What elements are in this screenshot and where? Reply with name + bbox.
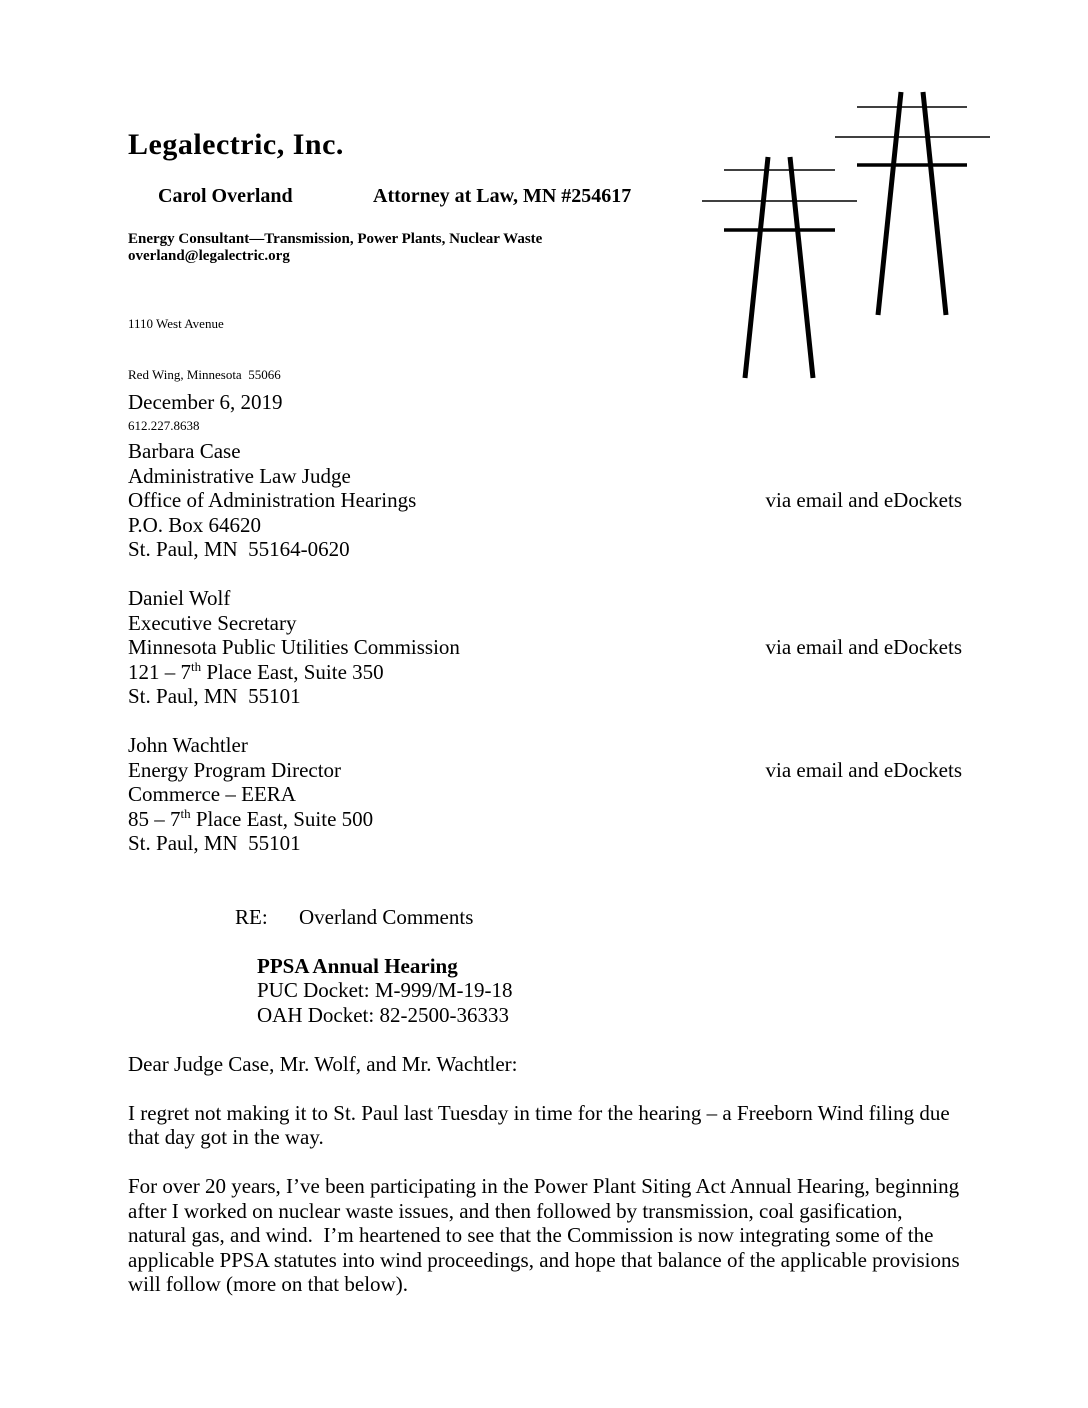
- recipient-street: 85 – 7th Place East, Suite 500: [128, 805, 374, 831]
- recipient-block-case: [128, 439, 962, 562]
- paragraph-1: I regret not making it to St. Paul last Tuesday in time for the hearing – a Freeborn Wind filing due that day got in the way.: [128, 1100, 955, 1149]
- re-hearing-title: PPSA Annual Hearing: [257, 953, 458, 978]
- recipient-name: John Wachtler: [128, 733, 248, 757]
- recipient-street: 121 – 7th Place East, Suite 350: [128, 658, 384, 684]
- letterhead-address-line2: Red Wing, Minnesota 55066: [128, 367, 281, 382]
- re-label: RE:: [235, 904, 268, 929]
- recipient-street: P.O. Box 64620: [128, 512, 262, 537]
- re-subject: Overland Comments: [299, 904, 474, 929]
- attorney-row: [128, 162, 631, 231]
- company-name: Legalectric, Inc.: [128, 128, 344, 161]
- re-puc-docket: PUC Docket: M-999/M-19-18: [257, 978, 513, 1002]
- re-oah-docket: OAH Docket: 82-2500-36333: [257, 1002, 509, 1027]
- recipient-org: Minnesota Public Utilities Commission: [128, 635, 460, 659]
- recipient-block-wachtler: [128, 733, 962, 856]
- recipient-title: Administrative Law Judge: [128, 463, 351, 488]
- recipient-city: St. Paul, MN 55101: [128, 831, 301, 855]
- delivery-note: via email and eDockets: [765, 757, 962, 782]
- letterhead-tagline: Energy Consultant—Transmission, Power Plants, Nuclear Waste: [128, 231, 543, 247]
- recipient-city: St. Paul, MN 55164-0620: [128, 537, 350, 561]
- transmission-towers-icon: [695, 85, 995, 385]
- recipient-org: Office of Administration Hearings: [128, 488, 417, 512]
- recipient-org: Commerce – EERA: [128, 782, 296, 806]
- recipient-block-wolf: [128, 586, 962, 709]
- letterhead-email: overland@legalectric.org: [128, 248, 290, 264]
- recipient-name: Barbara Case: [128, 439, 241, 463]
- recipient-title: Energy Program Director: [128, 757, 342, 782]
- attorney-title: Attorney at Law, MN #254617: [373, 185, 632, 207]
- paragraph-2: For over 20 years, I’ve been participating in the Power Plant Siting Act Annual Hearing, beginning after I worked on nuclear waste issues, and then followed by transmission, coal gasification, natural gas, and wind. I’m heartened to see that the Commission is now integrating some of the applicable PPSA statutes into wind proceedings, and hope that balance of the applicable provisions will follow (more on that below).: [128, 1174, 965, 1296]
- letterhead-address-line1: 1110 West Avenue: [128, 316, 224, 331]
- delivery-note: via email and eDockets: [765, 635, 962, 659]
- recipient-name: Daniel Wolf: [128, 586, 231, 610]
- letter-body: [128, 390, 965, 1297]
- letter-date: December 6, 2019: [128, 390, 283, 414]
- recipient-title: Executive Secretary: [128, 610, 297, 635]
- attorney-name: Carol Overland: [158, 185, 293, 207]
- delivery-note: via email and eDockets: [765, 488, 962, 512]
- re-block: [128, 880, 962, 1027]
- recipient-city: St. Paul, MN 55101: [128, 684, 301, 708]
- salutation: Dear Judge Case, Mr. Wolf, and Mr. Wachtler:: [128, 1051, 518, 1076]
- letterhead-phone: 612.227.8638: [128, 418, 200, 433]
